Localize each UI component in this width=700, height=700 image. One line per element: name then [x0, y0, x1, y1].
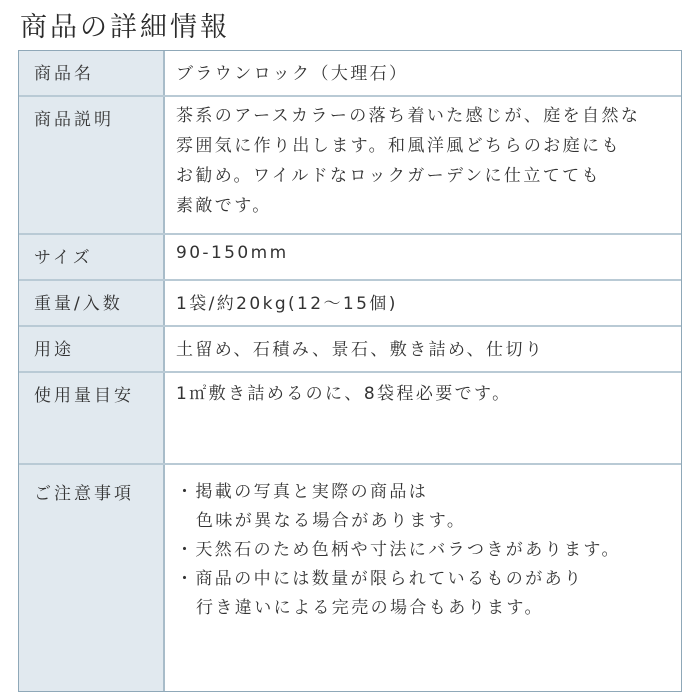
description-line: 雰囲気に作り出します。和風洋風どちらのお庭にも — [176, 136, 621, 156]
usage-value: 土留め、石積み、景石、敷き詰め、仕切り — [176, 340, 545, 360]
note-line: ・天然石のため色柄や寸法にバラつきがあります。 — [176, 540, 621, 560]
note-line: ・掲載の写真と実際の商品は — [176, 482, 429, 502]
product-name-label: 商品名 — [19, 51, 165, 95]
weight-quantity-value: 1袋/約20kg(12～15個) — [176, 294, 398, 314]
product-detail-table — [18, 50, 682, 692]
notes-label: ご注意事項 — [19, 465, 165, 691]
size-label: サイズ — [19, 235, 165, 279]
table-row-usage — [19, 327, 681, 373]
usage-amount-value: 1㎡敷き詰めるのに、8袋程必要です。 — [176, 384, 512, 404]
table-row-product-name — [19, 51, 681, 97]
table-row-size — [19, 235, 681, 281]
description-line: お勧め。ワイルドなロックガーデンに仕立てても — [176, 166, 601, 186]
product-description-label: 商品説明 — [19, 97, 165, 233]
table-row-weight-quantity — [19, 281, 681, 327]
product-name-value: ブラウンロック（大理石） — [176, 64, 409, 84]
weight-quantity-label: 重量/入数 — [19, 281, 165, 325]
table-row-notes — [19, 465, 681, 691]
usage-amount-label: 使用量目安 — [19, 373, 165, 463]
notes-value — [165, 465, 681, 691]
note-line: 色味が異なる場合があります。 — [196, 511, 467, 531]
table-row-usage-amount — [19, 373, 681, 465]
page-title: 商品の詳細情報 — [20, 12, 230, 43]
description-line: 素敵です。 — [176, 196, 272, 216]
size-value: 90-150mm — [176, 243, 289, 263]
usage-label: 用途 — [19, 327, 165, 371]
product-description-value — [165, 97, 681, 233]
note-line: 行き違いによる完売の場合もあります。 — [196, 598, 544, 618]
description-line: 茶系のアースカラーの落ち着いた感じが、庭を自然な — [176, 106, 641, 126]
note-line: ・商品の中には数量が限られているものがあり — [176, 569, 584, 589]
table-row-product-description — [19, 97, 681, 235]
